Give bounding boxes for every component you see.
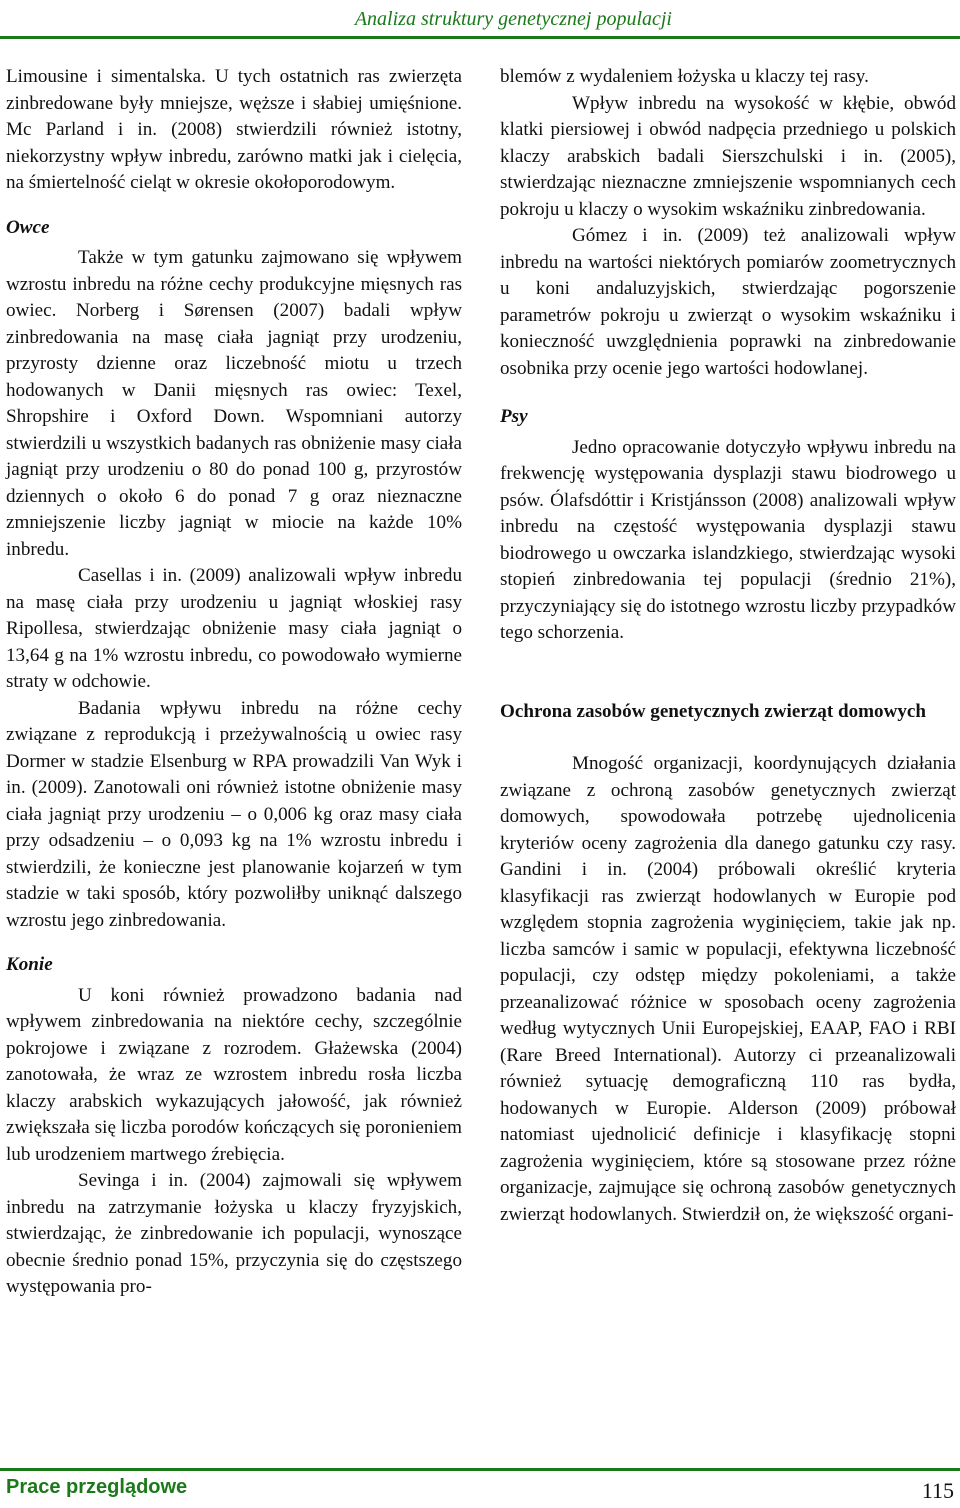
section-heading-owce: Owce [6,216,50,238]
header-rule [0,36,960,39]
paragraph: Wpływ inbredu na wysokość w kłębie, obwód klatki piersiowej i obwód nadpęcia przedniego u polskich klaczy arabskich badali Sierszchulski i in. (2005), stwierdzając nieznaczne zmniejszenie wspomnianych cech pokroju u klaczy o wysokim wskaźniku zinbredowania. [500,92,956,220]
footer-section-label: Prace przeglądowe [6,1476,188,1498]
left-column [6,64,462,1301]
spacer [500,647,956,699]
paragraph: Także w tym gatunku zajmowano się wpływem wzrostu inbredu na różne cechy produkcyjne mięsnych ras owiec. Norberg i Sørensen (2007) badali wpływ zinbredowania na masę ciała jagniąt przy urodzeniu, przyrosty dzienne oraz liczebność miotu u trzech hodowanych w Danii mięsnych ras owiec: Texel, Shropshire i Oxford Down. Wspomniani autorzy stwierdzili u wszystkich badanych ras obniżenie masy ciała jagniąt przy urodzeniu o 80 do ponad 100 g, przyrostów dziennych o około 6 do ponad 7 g oraz nieznaczne zmniejszenie liczby jagniąt w miocie na każde 10% inbredu. [6,247,462,560]
running-title: Analiza struktury genetycznej populacji [354,8,672,30]
section-heading-psy: Psy [500,406,528,427]
paragraph: Sevinga i in. (2004) zajmowali się wpływem inbredu na zatrzymanie łożyska u klaczy fryzyjskich, stwierdzając, że zinbredowanie ich populacji, wynoszące obecnie średnio ponad 15%, przyczynia się do częstszego występowania pro- [6,1170,462,1297]
footer-rule [0,1468,960,1471]
paragraph: blemów z wydaleniem łożyska u klaczy tej rasy. [500,66,869,87]
right-column [500,64,956,1228]
paragraph: Badania wpływu inbredu na różne cechy związane z reprodukcją i przeżywalnością u owiec rasy Dormer w stadzie Elsenburg w RPA prowadzili Van Wyk i in. (2009). Zanotowali oni również istotne obniżenie masy ciała jagniąt przy urodzeniu – o 0,006 kg oraz masy ciała przy odsadzeniu – o 0,093 kg na 1% wzrostu inbredu i stwierdzili, że konieczne jest planowanie kojarzeń w tym stadzie w taki sposób, który pozwoliłby uniknąć dalszego wzrostu jego zinbredowania. [6,697,462,931]
paragraph: Gómez i in. (2009) też analizowali wpływ inbredu na wartości niektórych pomiarów zoometrycznych u koni andaluzyjskich, stwierdzając pogorszenie parametrów pokroju u zwierząt o wysokim wskaźniku i konieczność uwzględnienia poprawki na zinbredowanie osobnika przy ocenie jego wartości hodowlanej. [500,225,956,379]
paragraph: Casellas i in. (2009) analizowali wpływ inbredu na masę ciała przy urodzeniu u jagniąt włoskiej rasy Ripollesa, stwierdzając obniżenie masy ciała jagniąt o 13,64 g na 1% wzrostu inbredu, co powodowało wymierne straty w odchowie. [6,565,462,692]
section-heading-konie: Konie [6,954,53,975]
paragraph: U koni również prowadzono badania nad wpływem zinbredowania na niektóre cechy, szczególnie pokrojowe i związane z rozrodem. Głażewska (2004) zanotowała, że wraz ze wzrostem inbredu rosła liczba klaczy arabskich wykazujących jałowość, jak również zwiększała się liczba porodów kończących się poronieniem lub urodzeniem martwego źrebięcia. [6,984,462,1165]
paragraph: Jedno opracowanie dotyczyło wpływu inbredu na frekwencję występowania dysplazji stawu biodrowego u psów. Ólafsdóttir i Kristjánsson (2008) analizowali wpływ inbredu na częstość występowania dysplazji stawu biodrowego u owczarka islandzkiego, stwierdzając wysoki stopień zinbredowania tej populacji (średnio 21%), przyczyniający się do istotnego wzrostu liczby przypadków tego schorzenia. [500,436,956,643]
paragraph: Limousine i simentalska. U tych ostatnich ras zwierzęta zinbredowane były mniejsze, węższe i słabiej umięśnione. Mc Parland i in. (2008) stwierdzili również istotny, niekorzystny wpływ inbredu, zarówno matki jak i cielęcia, na śmiertelność cieląt w okresie okołoporodowym. [6,66,462,193]
section-heading-ochrona: Ochrona zasobów genetycznych zwierząt domowych [500,700,927,722]
paragraph: Mnogość organizacji, koordynujących działania związane z ochroną zasobów genetycznych zwierząt domowych, spowodowała potrzebę ujednolicenia kryteriów oceny zagrożenia dla danego gatunku czy rasy. Gandini i in. (2004) próbowali określić kryteria klasyfikacji ras zwierząt hodowlanych w Europie pod względem stopnia zagrożenia wyginięciem, takie jak np. liczba samców i samic w populacji, efektywna liczebność populacji, czy odstęp między pokoleniami, a także przeanalizować różnice w sposobach oceny zagrożenia według wytycznych Unii Europejskiej, EAAP, FAO i RBI (Rare Breed International). Autorzy ci przeanalizowali również sytuację demograficzną 110 ras bydła, hodowanych w Europie. Alderson (2009) próbował natomiast ujednolicić definicje i klasyfikację stopni zagrożenia wyginięciem, które są stosowane przez różne organizacje, zajmujące się ochroną zasobów genetycznych zwierząt hodowlanych. Stwierdził on, że większość organi- [500,753,956,1225]
page-number: 115 [921,1478,954,1503]
spacer [500,725,956,751]
